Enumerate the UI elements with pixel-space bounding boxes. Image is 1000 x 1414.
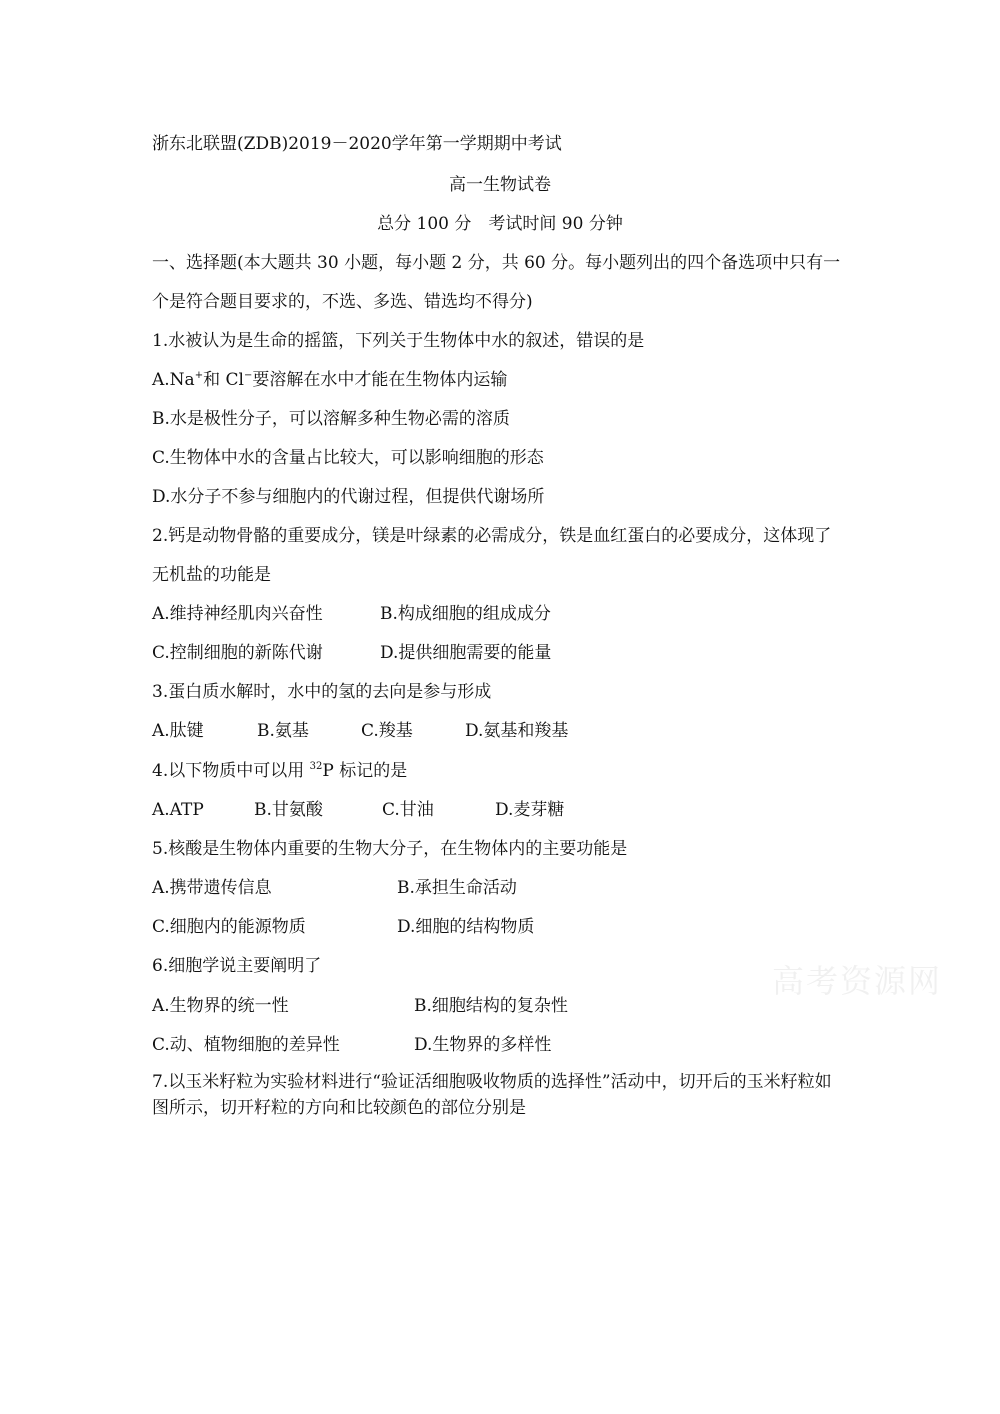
q5-option-a: A.携带遗传信息 [152,878,272,898]
q3-option-a: A.肽键 [152,721,204,741]
q1-stem: 1.水被认为是生命的摇篮，下列关于生物体中水的叙述，错误的是 [152,331,645,351]
q1-option-d: D.水分子不参与细胞内的代谢过程，但提供代谢场所 [152,487,545,507]
q2-option-d: D.提供细胞需要的能量 [380,643,552,663]
q5-option-b: B.承担生命活动 [397,878,517,898]
q4-option-c: C.甘油 [382,800,434,820]
q2-stem-line-2: 无机盐的功能是 [152,565,271,585]
q3-option-d: D.氨基和羧基 [465,721,569,741]
q6-option-a: A.生物界的统一性 [152,996,289,1016]
q4-stem-sup: 32 [309,761,323,772]
exam-title: 浙东北联盟(ZDB)2019－2020学年第一学期期中考试 [152,134,562,154]
subject-title: 高一生物试卷 [449,175,551,195]
q6-option-c: C.动、植物细胞的差异性 [152,1035,340,1055]
q2-option-c: C.控制细胞的新陈代谢 [152,643,323,663]
q5-option-d: D.细胞的结构物质 [397,917,535,937]
q4-stem-part2: P 标记的是 [322,761,408,781]
q3-option-b: B.氨基 [257,721,309,741]
q1-option-a [152,369,850,391]
q3-option-c: C.羧基 [361,721,413,741]
exam-meta: 总分 100 分 考试时间 90 分钟 [377,214,623,234]
q6-option-d: D.生物界的多样性 [414,1035,552,1055]
q4-stem-part1: 4.以下物质中可以用 [152,761,310,781]
q6-stem: 6.细胞学说主要阐明了 [152,956,322,976]
q7-stem-line-1: 7.以玉米籽粒为实验材料进行“验证活细胞吸收物质的选择性”活动中，切开后的玉米籽粒如 [152,1072,832,1092]
q1-option-c: C.生物体中水的含量占比较大，可以影响细胞的形态 [152,448,544,468]
q1-option-a-sup1: + [194,370,204,381]
q4-option-d: D.麦芽糖 [495,800,565,820]
q3-stem: 3.蛋白质水解时，水中的氢的去向是参与形成 [152,682,492,702]
q7-stem-line-2: 图所示，切开籽粒的方向和比较颜色的部位分别是 [152,1098,526,1118]
q6-option-b: B.细胞结构的复杂性 [414,996,568,1016]
q4-option-b: B.甘氨酸 [254,800,323,820]
q1-option-b: B.水是极性分子，可以溶解多种生物必需的溶质 [152,409,510,429]
q5-stem: 5.核酸是生物体内重要的生物大分子，在生物体内的主要功能是 [152,839,628,859]
q1-option-a-part2: 和 Cl [203,370,244,390]
q4-option-a: A.ATP [152,800,204,820]
q1-option-a-sup2: − [243,370,253,381]
section-instructions-line-2: 个是符合题目要求的，不选、多选、错选均不得分) [152,292,533,312]
q2-option-a: A.维持神经肌肉兴奋性 [152,604,323,624]
watermark: 高考资源网 [772,962,943,1000]
q2-stem-line-1: 2.钙是动物骨骼的重要成分，镁是叶绿素的必需成分，铁是血红蛋白的必要成分，这体现了 [152,526,832,546]
section-instructions-line-1: 一、选择题(本大题共 30 小题，每小题 2 分，共 60 分。每小题列出的四个备选项中只有一 [152,253,841,273]
q1-option-a-part1: A.Na [152,370,195,390]
q1-option-a-part3: 要溶解在水中才能在生物体内运输 [252,370,508,390]
q5-option-c: C.细胞内的能源物质 [152,917,306,937]
q4-stem [152,760,850,782]
q2-option-b: B.构成细胞的组成成分 [380,604,551,624]
